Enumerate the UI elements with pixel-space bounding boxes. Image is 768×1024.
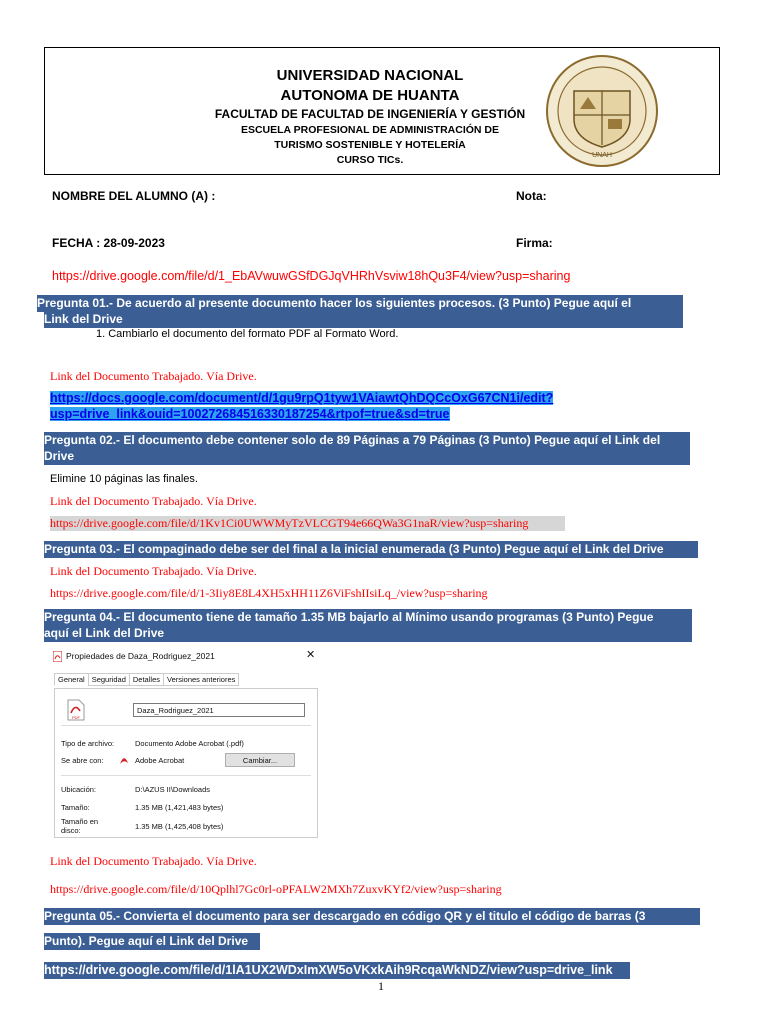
svg-text:PDF: PDF: [72, 715, 80, 720]
question-2-line-1: Pregunta 02.- El documento debe contener solo de 89 Páginas a 79 Páginas (3 Punto) Pegue aquí el Link del: [44, 432, 690, 449]
divider: [61, 775, 311, 776]
size-value: 1.35 MB (1,421,483 bytes): [135, 803, 224, 812]
question-1-line-2: Link del Drive: [44, 311, 683, 328]
question-4-line-2: aquí el Link del Drive: [44, 625, 692, 642]
question-2-link-label: Link del Documento Trabajado. Vía Drive.: [50, 494, 257, 508]
top-drive-link[interactable]: https://drive.google.com/file/d/1_EbAVwuwGSfDGJqVHRhVsviw18hQu3F4/view?usp=sharing: [52, 269, 571, 283]
tab-security[interactable]: Seguridad: [88, 673, 130, 686]
filename-input[interactable]: Daza_Rodriguez_2021: [133, 703, 305, 717]
location-label: Ubicación:: [61, 785, 97, 794]
file-type-label: Tipo de archivo:: [61, 739, 115, 748]
grade-label: Nota:: [516, 189, 547, 203]
pdf-document-icon: [67, 699, 85, 721]
question-5-line-1: Pregunta 05.- Convierta el documento para ser descargado en código QR y el titulo el código de barras (3: [44, 908, 700, 925]
page-number: 1: [378, 979, 384, 993]
opens-with-value: Adobe Acrobat: [135, 756, 185, 765]
disk-size-label-1: Tamaño en: [61, 817, 99, 826]
seal-text: UNAH: [592, 152, 612, 159]
pdf-file-icon: [53, 651, 62, 662]
question-1-link-line-2[interactable]: usp=drive_link&ouid=100272684516330187254&rtpof=true&sd=true: [50, 407, 450, 421]
question-5-link[interactable]: https://drive.google.com/file/d/1lA1UX2WDxImXW5oVKxkAih9RcqaWkNDZ/view?usp=drive_link: [44, 962, 630, 979]
disk-size-value: 1.35 MB (1,425,408 bytes): [135, 822, 224, 831]
question-5-line-2: Punto). Pegue aquí el Link del Drive: [44, 933, 260, 950]
close-icon[interactable]: ✕: [306, 649, 316, 661]
dialog-tabs: [54, 673, 238, 687]
location-value: D:\AZUS II\Downloads: [135, 785, 211, 794]
opens-with-label: Se abre con:: [61, 756, 104, 765]
school-name: ESCUELA PROFESIONAL DE ADMINISTRACIÓN DE: [240, 124, 500, 136]
size-label: Tamaño:: [61, 803, 90, 812]
question-1-link-line-1[interactable]: https://docs.google.com/document/d/1gu9rpQ1tyw1VAiawtQhDQCcOxG67CN1i/edit?: [50, 391, 554, 405]
file-properties-dialog: [50, 645, 320, 840]
question-2-note: Elimine 10 páginas las finales.: [50, 473, 198, 485]
question-2-link[interactable]: https://drive.google.com/file/d/1Kv1Ci0UWWMyTzVLCGT94e66QWa3G1naR/view?usp=sharing: [50, 516, 565, 531]
question-4-line-1: Pregunta 04.- El documento tiene de tamaño 1.35 MB bajarlo al Mínimo usando programas (3 Punto) Pegue: [44, 609, 692, 626]
question-1-link-label: Link del Documento Trabajado. Vía Drive.: [50, 369, 257, 383]
tab-details[interactable]: Detalles: [129, 673, 164, 686]
file-type-value: Documento Adobe Acrobat (.pdf): [135, 739, 244, 748]
signature-label: Firma:: [516, 236, 553, 250]
question-3-line-1: Pregunta 03.- El compaginado debe ser del final a la inicial enumerada (3 Punto) Pegue aquí el Link del Drive: [44, 541, 698, 558]
university-name: UNIVERSIDAD NACIONAL: [276, 67, 464, 84]
course-name: CURSO TICs.: [336, 154, 404, 166]
student-name-label: NOMBRE DEL ALUMNO (A) :: [52, 189, 216, 203]
question-1-item: 1. Cambiarlo el documento del formato PDF al Formato Word.: [96, 328, 399, 340]
change-button[interactable]: Cambiar...: [225, 753, 295, 767]
disk-size-label-2: disco:: [61, 826, 81, 835]
acrobat-icon: [119, 755, 129, 765]
general-panel: [54, 688, 318, 838]
question-4-link-label: Link del Documento Trabajado. Vía Drive.: [50, 854, 257, 868]
university-name-2: AUTONOMA DE HUANTA: [280, 87, 460, 104]
question-3-link-label: Link del Documento Trabajado. Vía Drive.: [50, 564, 257, 578]
question-3-link[interactable]: https://drive.google.com/file/d/1-3Iiy8E8L4XH5xHH11Z6ViFshIIsiLq_/view?usp=sharing: [50, 586, 488, 600]
question-4-link[interactable]: https://drive.google.com/file/d/10Qplhl7Gc0rl-oPFALW2MXh7ZuxvKYf2/view?usp=sharing: [50, 882, 502, 896]
tab-general[interactable]: General: [54, 673, 89, 686]
school-name-2: TURISMO SOSTENIBLE Y HOTELERÍA: [274, 139, 466, 151]
divider: [61, 725, 311, 726]
question-1-line-1: Pregunta 01.- De acuerdo al presente documento hacer los siguientes procesos. (3 Punto) Pegue aquí el: [37, 295, 683, 312]
tab-previous-versions[interactable]: Versiones anteriores: [163, 673, 239, 686]
question-2-line-2: Drive: [44, 448, 690, 465]
university-seal-icon: [544, 53, 660, 169]
date-label: FECHA : 28-09-2023: [52, 236, 165, 250]
dialog-title: Propiedades de Daza_Rodriguez_2021: [66, 651, 215, 661]
faculty-name: FACULTAD DE FACULTAD DE INGENIERÍA Y GESTIÓN: [214, 107, 526, 121]
